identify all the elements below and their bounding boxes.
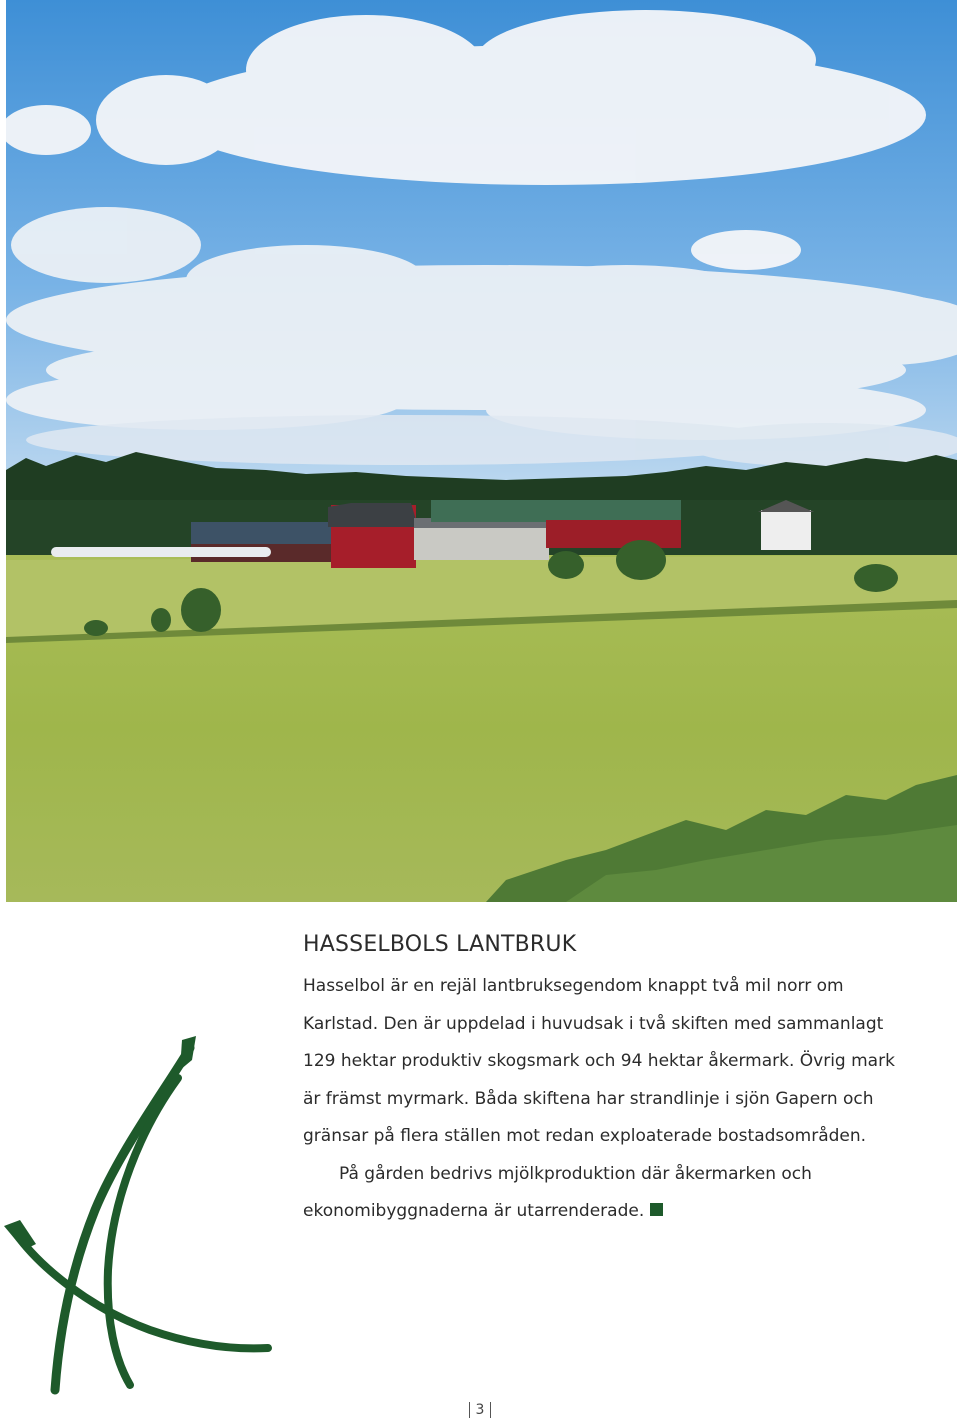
page-number-value: 3: [475, 1402, 485, 1418]
article-paragraph-2-text: På gården bedrivs mjölkproduktion där åkermarken och ekonomibyggnaderna är utarrenderade.: [303, 1163, 812, 1221]
farm-landscape-photo: [6, 0, 957, 902]
article-paragraph-1: Hasselbol är en rejäl lantbruksegendom knappt två mil norr om Karlstad. Den är uppdelad i huvudsak i två skiften med sammanlagt 129 hektar produktiv skogsmark och 94 hektar åkermark. Övrig mark är främst myrmark. Båda skiftena har strandlinje i sjön Gapern och gränsar på flera ställen mot redan exploaterade bostadsområden.: [303, 976, 895, 1146]
end-mark-icon: [650, 1203, 663, 1216]
page-number: [0, 1402, 960, 1418]
article-heading: HASSELBOLS LANTBRUK: [303, 932, 577, 957]
article-paragraph-2: [303, 1156, 903, 1231]
hasselbol-logo-mark: [0, 1030, 280, 1410]
page-number-divider-right: [490, 1402, 491, 1418]
article: [303, 928, 903, 1231]
page-number-divider-left: [469, 1402, 470, 1418]
